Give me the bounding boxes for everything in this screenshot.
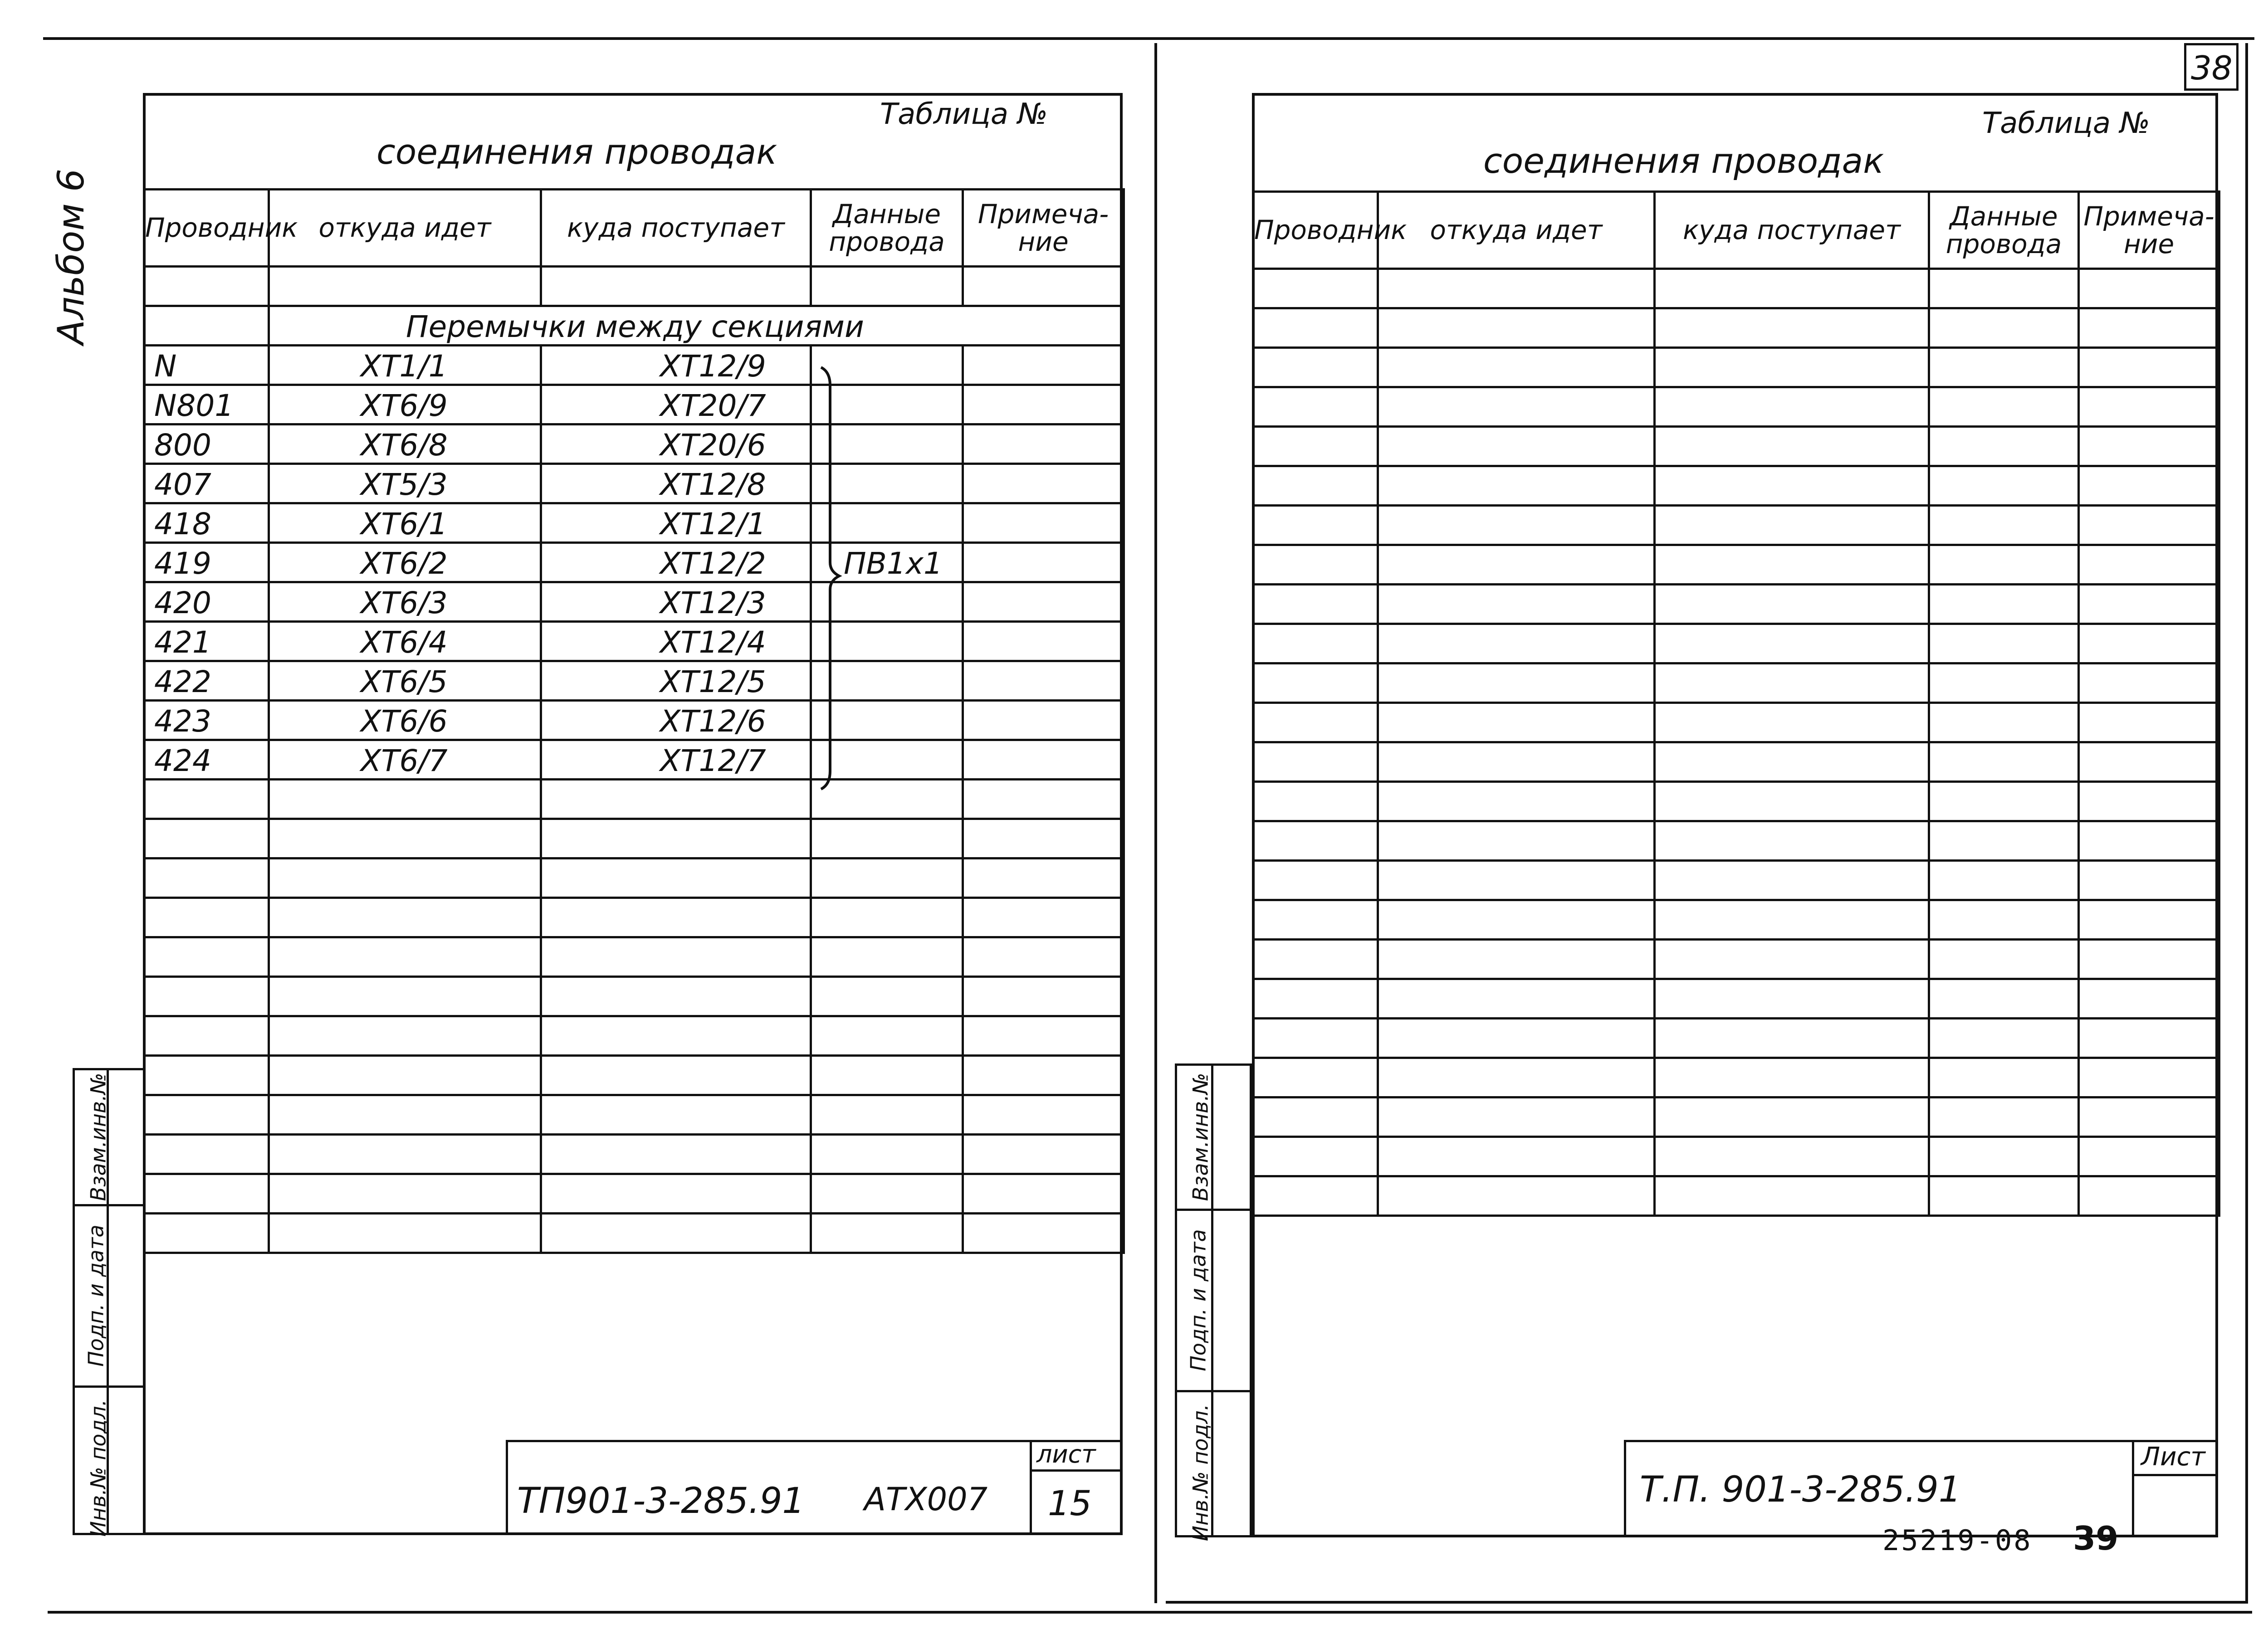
archive-code: 25219-08 xyxy=(1882,1524,2033,1557)
table-row xyxy=(1253,1137,2219,1176)
table-row: 800 XT6/8 XT20/6 xyxy=(144,424,1124,464)
table-row xyxy=(1253,545,2219,585)
left-title-block xyxy=(506,1440,1123,1535)
table-row xyxy=(1253,742,2219,782)
table-row xyxy=(1253,663,2219,703)
table-row xyxy=(144,898,1124,937)
bottom-rule xyxy=(48,1611,2252,1614)
table-row xyxy=(144,1016,1124,1056)
left-connections-table xyxy=(143,188,1125,1254)
right-outer-border xyxy=(2245,43,2248,1603)
col-to-header: куда поступает xyxy=(567,212,785,244)
table-row xyxy=(144,1135,1124,1174)
right-outer-border-bottom xyxy=(1166,1601,2248,1604)
left-stamp-column xyxy=(73,1068,145,1535)
col-conductor-header: Проводник xyxy=(145,212,298,244)
table-row xyxy=(1253,1097,2219,1137)
stamp-replace-inv: Взам.инв.№ xyxy=(86,1073,111,1201)
stamp-inv-original: Инв.№ подл. xyxy=(86,1399,111,1537)
wire-group-bracket xyxy=(819,363,846,794)
table-row: 423 XT6/6 XT12/6 xyxy=(144,701,1124,740)
table-row xyxy=(1253,703,2219,742)
left-table-number-label: Таблица № xyxy=(880,98,1048,131)
col-note-header: Примеча-ние xyxy=(978,198,1109,257)
stamp-replace-inv: Взам.инв.№ xyxy=(1188,1073,1213,1201)
page-number: 39 xyxy=(2073,1519,2119,1557)
col-from-header: откуда идет xyxy=(1430,215,1603,246)
center-fold-line xyxy=(1154,43,1157,1603)
table-row xyxy=(1253,979,2219,1019)
left-sheet-label: лист xyxy=(1036,1440,1096,1468)
left-doc-suffix: АТХ007 xyxy=(864,1481,988,1518)
table-row xyxy=(1253,1019,2219,1058)
corner-page-number: 38 xyxy=(2191,49,2233,87)
right-sheet-label: Лист xyxy=(2141,1442,2205,1472)
table-row xyxy=(1253,1058,2219,1097)
table-row xyxy=(144,1174,1124,1214)
right-title-block xyxy=(1624,1440,2218,1537)
table-row xyxy=(1253,585,2219,624)
col-wire-data-header: Данные провода xyxy=(829,198,945,257)
col-note-header: Примеча-ние xyxy=(2083,200,2214,259)
table-row xyxy=(1253,506,2219,545)
table-row xyxy=(1253,821,2219,861)
table-row xyxy=(144,1214,1124,1253)
corner-page-number-box xyxy=(2184,43,2239,91)
right-table-number-label: Таблица № xyxy=(1982,107,2150,140)
table-row: 407 XT5/3 XT12/8 xyxy=(144,464,1124,503)
col-conductor-header: Проводник xyxy=(1254,215,1407,246)
table-row xyxy=(1253,427,2219,466)
left-doc-code: ТП901-3-285.91 xyxy=(517,1481,805,1522)
table-row xyxy=(1253,861,2219,900)
table-row xyxy=(1253,782,2219,821)
table-row xyxy=(1253,308,2219,348)
table-row xyxy=(1253,624,2219,663)
stamp-sign-date: Подп. и дата xyxy=(83,1224,108,1367)
table-row: 424 XT6/7 XT12/7 xyxy=(144,740,1124,780)
table-row xyxy=(144,1095,1124,1135)
col-to-header: куда поступает xyxy=(1683,215,1901,246)
table-row: 422 XT6/5 XT12/5 xyxy=(144,661,1124,701)
table-row xyxy=(1253,900,2219,940)
section-header: Перемычки между секциями xyxy=(406,309,864,344)
table-row xyxy=(144,937,1124,977)
right-stamp-column xyxy=(1175,1063,1252,1541)
table-row xyxy=(144,780,1124,819)
top-rule xyxy=(43,37,2254,40)
table-row xyxy=(144,819,1124,858)
table-row xyxy=(1253,940,2219,979)
wire-data-value: ПВ1х1 xyxy=(844,546,943,581)
stamp-inv-original: Инв.№ подл. xyxy=(1188,1404,1213,1541)
table-row xyxy=(1253,348,2219,387)
table-row xyxy=(1253,387,2219,427)
table-row xyxy=(144,267,1124,306)
table-row: N XT1/1 XT12/9 xyxy=(144,346,1124,385)
table-row xyxy=(144,858,1124,898)
right-connections-table xyxy=(1252,190,2220,1217)
col-from-header: откуда идет xyxy=(318,212,491,244)
col-wire-data-header: Данные провода xyxy=(1945,200,2062,259)
table-header-row xyxy=(1253,192,2219,269)
left-sheet-number: 15 xyxy=(1048,1483,1092,1523)
table-row: 421 XT6/4 XT12/4 xyxy=(144,622,1124,661)
table-header-row xyxy=(144,190,1124,267)
table-row xyxy=(144,977,1124,1016)
table-row xyxy=(1253,269,2219,308)
table-row xyxy=(144,1056,1124,1095)
table-row: 418 XT6/1 XT12/1 xyxy=(144,503,1124,543)
album-label: Альбом 6 xyxy=(50,169,92,345)
stamp-sign-date: Подп. и дата xyxy=(1186,1229,1211,1371)
section-header-row xyxy=(144,306,1124,346)
table-row: 419 XT6/2 XT12/2 ПВ1х1 xyxy=(144,543,1124,582)
table-row xyxy=(1253,466,2219,506)
table-row xyxy=(1253,1176,2219,1216)
left-table-title: соединения проводак xyxy=(376,132,777,172)
right-table-title: соединения проводак xyxy=(1483,141,1884,181)
table-row: 420 XT6/3 XT12/3 xyxy=(144,582,1124,622)
right-doc-code: Т.П. 901-3-285.91 xyxy=(1640,1469,1961,1510)
table-row: N801 XT6/9 XT20/7 xyxy=(144,385,1124,424)
